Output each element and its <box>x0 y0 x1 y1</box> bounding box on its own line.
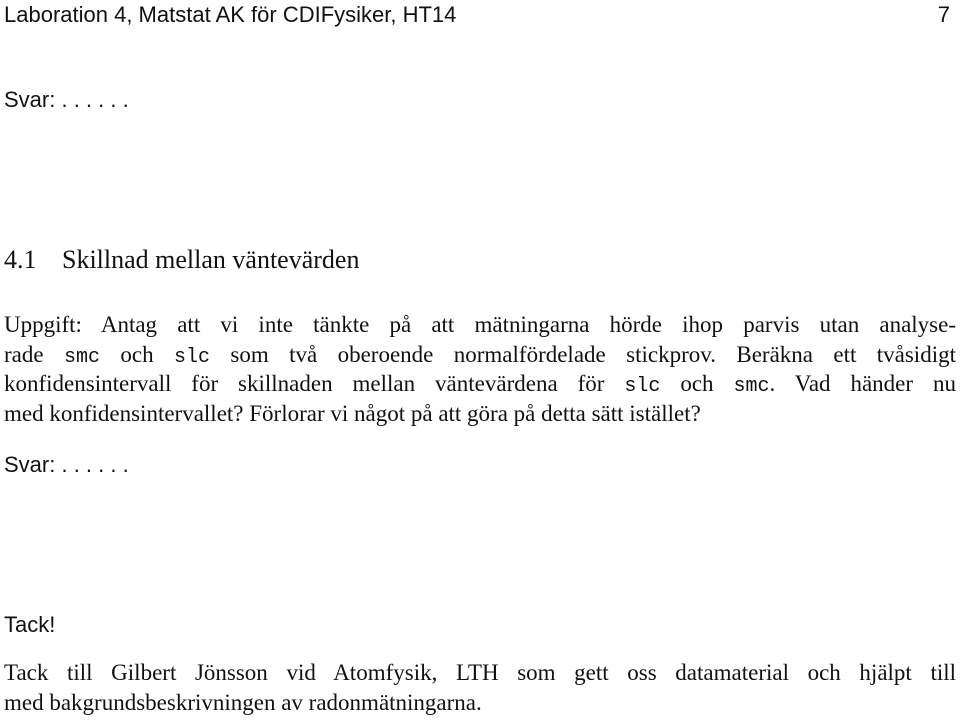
section-title: Skillnad mellan väntevärden <box>62 245 360 274</box>
acknowledgement-line-1: Tack till Gilbert Jönsson vid Atomfysik, LTH som gett oss datamaterial och hjälpt till <box>4 660 956 685</box>
answer-dots: . . . . . . <box>55 452 129 477</box>
task-line-2 <box>4 342 956 371</box>
code-slc: slc <box>624 375 661 398</box>
task-text: och <box>99 342 174 367</box>
task-text: rade <box>4 342 64 367</box>
answer-placeholder <box>4 87 129 113</box>
task-text: som två oberoende normalfördelade stickprov. Beräkna ett tvåsidigt <box>209 342 956 367</box>
code-slc: slc <box>173 346 210 369</box>
answer-label: Svar: <box>4 87 56 112</box>
thanks-heading: Tack! <box>4 612 56 637</box>
section-heading <box>4 245 359 275</box>
answer-label: Svar: <box>4 452 56 477</box>
answer-dots: . . . . . . <box>55 87 129 112</box>
code-smc: smc <box>733 375 770 398</box>
page-number: 7 <box>937 2 950 27</box>
task-line-3 <box>4 371 956 400</box>
section-number: 4.1 <box>4 245 37 274</box>
task-text: konfidensintervall för skillnaden mellan väntevärdena för <box>4 371 625 396</box>
answer-placeholder <box>4 452 129 478</box>
code-smc: smc <box>63 346 100 369</box>
task-line-1: Uppgift: Antag att vi inte tänkte på att mätningarna hörde ihop parvis utan analyse- <box>4 312 956 337</box>
acknowledgement-line-2: med bakgrundsbeskrivningen av radonmätningarna. <box>4 690 482 715</box>
task-text: och <box>660 371 734 396</box>
page-header-title: Laboration 4, Matstat AK för CDIFysiker, HT14 <box>4 2 457 27</box>
task-line-4: med konfidensintervallet? Förlorar vi något på att göra på detta sätt istället? <box>4 401 701 426</box>
task-text: . Vad händer nu <box>769 371 956 396</box>
